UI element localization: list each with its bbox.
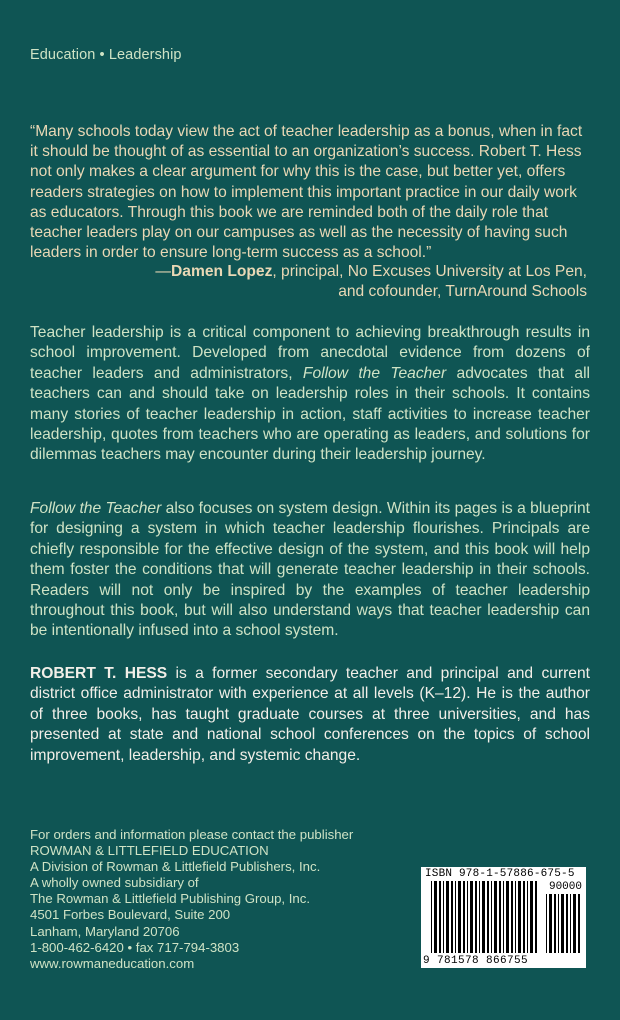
barcode-bar [549, 894, 552, 953]
barcode-bar [446, 881, 449, 953]
category-label: Education • Leadership [30, 47, 182, 63]
publisher-url: www.rowmaneducation.com [30, 955, 195, 971]
barcode-bar [535, 881, 537, 953]
endorser-affiliation-1: , principal, No Excuses University at Los Pen, [272, 263, 587, 280]
isbn-barcode [421, 867, 586, 968]
description-2-text: also focuses on system design. Within its pages is a blueprint for designing a system in which teacher leadership flourishes. Principals are chiefly responsible for the effective design of the system, and this book will help them foster the conditions that will generate teacher leadership in their schools. Readers will not only be inspired by the examples of teacher leadership throughout this book, but will also understand ways that teacher leadership can be intentionally infused into a school system. [30, 500, 590, 640]
barcode-bar [578, 894, 580, 953]
author-name: ROBERT T. HESS [30, 665, 168, 682]
barcode-bar [515, 881, 516, 953]
barcode-bar [482, 881, 485, 953]
publisher-line: Lanham, Maryland 20706 [30, 923, 180, 939]
barcode-bars-addon [546, 894, 582, 953]
barcode-bar [479, 881, 480, 953]
attribution-line-1 [67, 262, 587, 282]
barcode-bar [511, 881, 513, 953]
barcode-bar [439, 881, 441, 953]
attribution-dash: — [155, 263, 172, 280]
barcode-bar [475, 881, 477, 953]
barcode-bar [561, 894, 564, 953]
barcode-bar [554, 894, 556, 953]
publisher-info [30, 827, 420, 972]
book-title-italic: Follow the Teacher [302, 364, 447, 382]
publisher-line: The Rowman & Littlefield Publishing Group, Inc. [30, 891, 311, 907]
barcode-bar [518, 881, 521, 953]
barcode-bar [491, 881, 492, 953]
barcode-bar [527, 881, 528, 953]
barcode-bars-main [431, 881, 541, 953]
isbn-number: ISBN 978-1-57886-675-5 [425, 868, 575, 880]
barcode-bar [458, 881, 461, 953]
barcode-bar [530, 881, 533, 953]
publisher-line: 4501 Forbes Boulevard, Suite 200 [30, 907, 231, 923]
barcode-bar [455, 881, 456, 953]
endorser-affiliation-2: and cofounder, TurnAround Schools [338, 283, 587, 301]
publisher-line: ROWMAN & LITTLEFIELD EDUCATION [30, 843, 269, 859]
endorser-name: Damen Lopez [171, 263, 273, 280]
publisher-line: For orders and information please contact the publisher [30, 827, 354, 842]
barcode-digits: 9 781578 866755 [423, 955, 529, 967]
barcode-bar [566, 894, 568, 953]
barcode-bar [451, 881, 453, 953]
book-title-italic: Follow the Teacher [30, 500, 162, 517]
barcode-bar [470, 881, 473, 953]
barcode-bar [523, 881, 525, 953]
barcode-bar [506, 881, 509, 953]
publisher-line: 1-800-462-6420 • fax 717-794-3803 [30, 939, 240, 955]
barcode-bar [573, 894, 576, 953]
barcode-bar [499, 881, 501, 953]
description-paragraph-1 [30, 323, 590, 466]
barcode-bar [546, 894, 547, 953]
barcode-bar [570, 894, 571, 953]
endorsement-attribution [67, 262, 587, 302]
publisher-line: A Division of Rowman & Littlefield Publishers, Inc. [30, 859, 321, 875]
barcode-bar [494, 881, 497, 953]
description-paragraph-2 [30, 499, 590, 642]
barcode-bar [467, 881, 468, 953]
barcode-bar [558, 894, 559, 953]
publisher-line: A wholly owned subsidiary of [30, 875, 199, 891]
barcode-bar [487, 881, 489, 953]
barcode-bar [463, 881, 465, 953]
barcode-bar [434, 881, 437, 953]
author-bio-text: is a former secondary teacher and principal and current district office administrator with experience at all levels (K–12). He is the author of three books, has taught graduate courses at three universities, and has presented at state and national school conferences on the topics of school improvement, leadership, and systemic change. [30, 665, 590, 764]
description-1-text-b: advocates that all teachers can and should take on leadership roles in their schools. It contains many stories of teacher leadership in action, staff activities to increase teacher leadership, quotes from teachers who are operating as leaders, and solutions for dilemmas teachers may encounter during their leadership journey. [30, 364, 590, 464]
barcode-bar [503, 881, 504, 953]
barcode-bar [443, 881, 444, 953]
barcode-bar [431, 881, 432, 953]
barcode-addon-number: 90000 [548, 881, 582, 893]
description-1-text-a: Teacher leadership is a critical component to achieving breakthrough results in school improvement. Developed from anecdotal evidence from dozens of teacher leaders and administrators, [30, 324, 590, 382]
author-bio [30, 664, 590, 766]
endorsement-quote: “Many schools today view the act of teacher leadership as a bonus, when in fact it should be thought of as essential to an organization’s success. Robert T. Hess not only makes a clear argument for why this is the case, but better yet, offers readers strategies on how to implement this important practice in our daily work as educators. Through this book we are reminded both of the daily role that teacher leaders play on our campuses as well as the necessity of having such leaders in order to ensure long-term success as a school.” [30, 123, 583, 262]
